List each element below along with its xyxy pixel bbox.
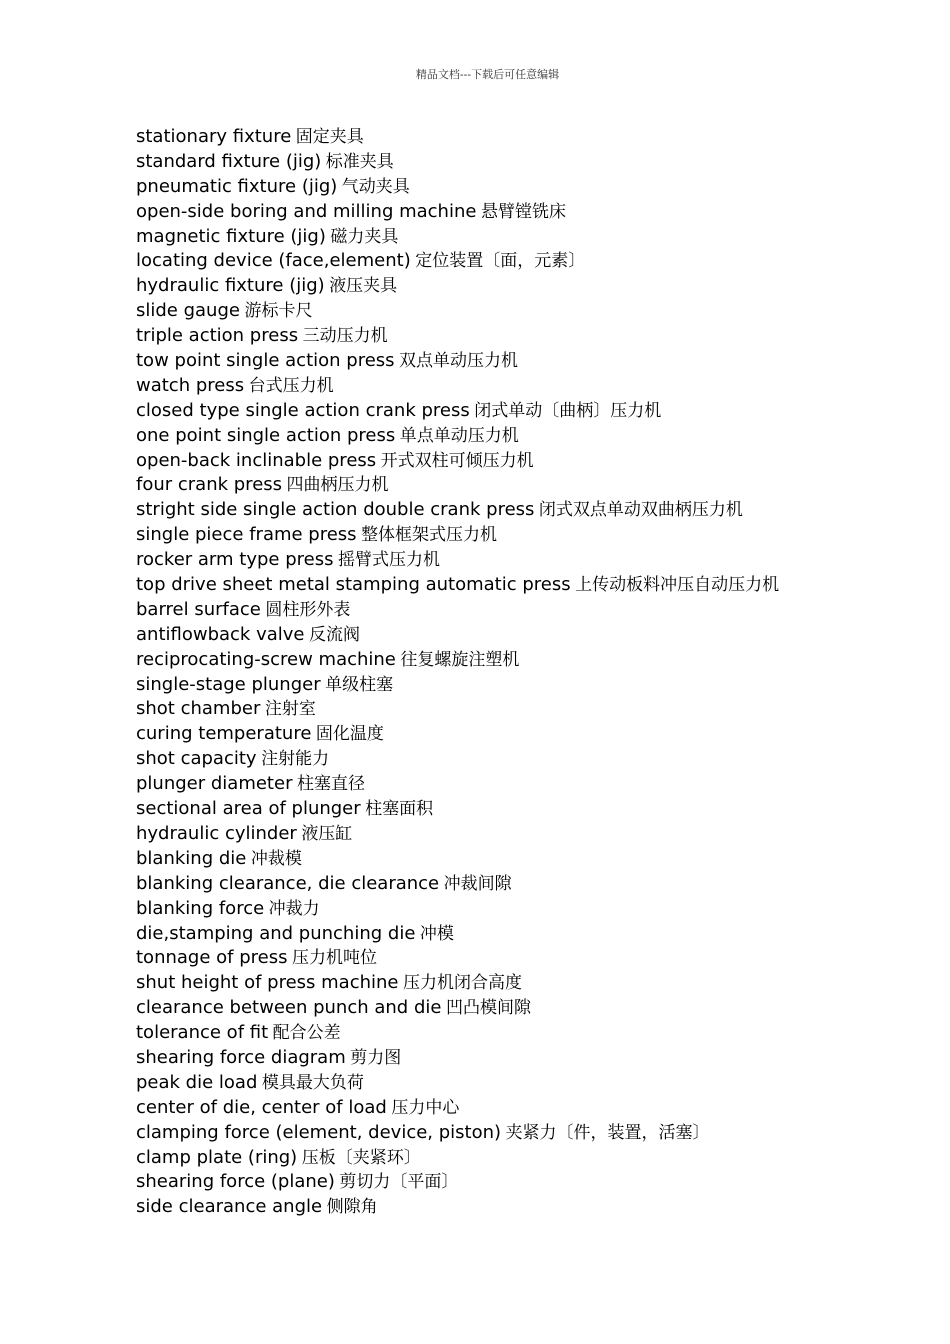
glossary-entry bbox=[136, 921, 930, 946]
glossary-entry bbox=[136, 1070, 930, 1095]
glossary-entry bbox=[136, 423, 930, 448]
term-chinese: 压板〔夹紧环〕 bbox=[301, 1147, 421, 1168]
term-chinese: 游标卡尺 bbox=[244, 301, 313, 322]
glossary-entry bbox=[136, 672, 930, 697]
glossary-entry bbox=[136, 746, 930, 771]
term-chinese: 模具最大负荷 bbox=[261, 1072, 364, 1093]
glossary-entry bbox=[136, 348, 930, 373]
glossary-entry bbox=[136, 323, 930, 348]
term-chinese: 注射能力 bbox=[261, 749, 330, 770]
term-english: side clearance angle bbox=[136, 1196, 323, 1218]
term-english: plunger diameter bbox=[136, 773, 293, 795]
term-chinese: 四曲柄压力机 bbox=[286, 475, 389, 496]
term-chinese: 冲裁力 bbox=[268, 898, 320, 919]
term-chinese: 气动夹具 bbox=[341, 176, 410, 197]
glossary-entry bbox=[136, 970, 930, 995]
term-chinese: 闭式双点单动双曲柄压力机 bbox=[538, 500, 743, 521]
term-chinese: 上传动板料冲压自动压力机 bbox=[575, 575, 780, 596]
glossary-entry bbox=[136, 721, 930, 746]
term-chinese: 单点单动压力机 bbox=[399, 425, 519, 446]
glossary-entry bbox=[136, 1045, 930, 1070]
term-english: single piece frame press bbox=[136, 524, 357, 546]
term-english: four crank press bbox=[136, 474, 283, 496]
term-chinese: 固化温度 bbox=[315, 724, 384, 745]
term-english: peak die load bbox=[136, 1071, 258, 1093]
glossary-entry bbox=[136, 1145, 930, 1170]
glossary-entry bbox=[136, 224, 930, 249]
term-english: closed type single action crank press bbox=[136, 399, 470, 421]
glossary-entry bbox=[136, 771, 930, 796]
glossary-entry bbox=[136, 796, 930, 821]
glossary-entry bbox=[136, 398, 930, 423]
term-english: reciprocating-screw machine bbox=[136, 648, 396, 670]
term-english: pneumatic fixture (jig) bbox=[136, 175, 338, 197]
term-chinese: 开式双柱可倾压力机 bbox=[380, 450, 534, 471]
term-english: blanking force bbox=[136, 897, 265, 919]
glossary-entry bbox=[136, 547, 930, 572]
term-english: shot chamber bbox=[136, 698, 261, 720]
term-chinese: 台式压力机 bbox=[248, 375, 334, 396]
term-chinese: 往复螺旋注塑机 bbox=[400, 649, 520, 670]
glossary-entry bbox=[136, 945, 930, 970]
term-chinese: 压力机闭合高度 bbox=[402, 973, 522, 994]
term-english: die,stamping and punching die bbox=[136, 922, 416, 944]
term-english: slide gauge bbox=[136, 300, 240, 322]
glossary-entry bbox=[136, 298, 930, 323]
glossary-entry bbox=[136, 696, 930, 721]
term-chinese: 闭式单动〔曲柄〕压力机 bbox=[474, 400, 662, 421]
term-chinese: 圆柱形外表 bbox=[265, 599, 351, 620]
term-chinese: 柱塞直径 bbox=[296, 774, 365, 795]
term-english: shot capacity bbox=[136, 748, 257, 770]
term-english: sectional area of plunger bbox=[136, 798, 361, 820]
term-chinese: 液压夹具 bbox=[329, 276, 398, 297]
page-header: 精品文档---下载后可任意编辑 bbox=[415, 68, 560, 81]
term-chinese: 凹凸模间隙 bbox=[445, 998, 531, 1019]
term-english: tolerance of fit bbox=[136, 1022, 269, 1044]
term-chinese: 注射室 bbox=[264, 699, 316, 720]
glossary-entry bbox=[136, 522, 930, 547]
term-english: hydraulic fixture (jig) bbox=[136, 275, 325, 297]
term-english: hydraulic cylinder bbox=[136, 822, 297, 844]
term-english: rocker arm type press bbox=[136, 549, 334, 571]
term-chinese: 单级柱塞 bbox=[325, 674, 394, 695]
term-chinese: 配合公差 bbox=[272, 1023, 341, 1044]
term-english: standard fixture (jig) bbox=[136, 150, 322, 172]
term-chinese: 剪力图 bbox=[350, 1047, 402, 1068]
term-chinese: 夹紧力〔件，装置，活塞〕 bbox=[505, 1122, 710, 1143]
term-chinese: 定位装置〔面，元素〕 bbox=[415, 251, 586, 272]
term-english: one point single action press bbox=[136, 424, 396, 446]
glossary-entry bbox=[136, 572, 930, 597]
glossary-entry bbox=[136, 1194, 930, 1219]
term-english: top drive sheet metal stamping automatic press bbox=[136, 574, 571, 596]
term-english: tonnage of press bbox=[136, 947, 288, 969]
glossary-entry bbox=[136, 1020, 930, 1045]
term-english: tow point single action press bbox=[136, 350, 395, 372]
term-chinese: 压力中心 bbox=[391, 1097, 460, 1118]
term-chinese: 整体框架式压力机 bbox=[361, 525, 498, 546]
term-english: clearance between punch and die bbox=[136, 997, 442, 1019]
glossary-entry bbox=[136, 622, 930, 647]
glossary-entry bbox=[136, 821, 930, 846]
term-english: shearing force (plane) bbox=[136, 1171, 335, 1193]
glossary-entry bbox=[136, 273, 930, 298]
glossary-entry bbox=[136, 248, 930, 273]
term-english: stright side single action double crank press bbox=[136, 499, 535, 521]
glossary-entry bbox=[136, 846, 930, 871]
glossary-entry bbox=[136, 647, 930, 672]
term-chinese: 双点单动压力机 bbox=[399, 351, 519, 372]
glossary-list bbox=[136, 124, 930, 1219]
glossary-entry bbox=[136, 149, 930, 174]
term-english: curing temperature bbox=[136, 723, 312, 745]
term-chinese: 标准夹具 bbox=[325, 151, 394, 172]
term-chinese: 柱塞面积 bbox=[365, 799, 434, 820]
term-chinese: 侧隙角 bbox=[326, 1197, 378, 1218]
term-english: center of die, center of load bbox=[136, 1096, 387, 1118]
term-english: triple action press bbox=[136, 325, 299, 347]
term-english: single-stage plunger bbox=[136, 673, 321, 695]
term-chinese: 悬臂镗铣床 bbox=[480, 201, 566, 222]
term-chinese: 磁力夹具 bbox=[330, 226, 399, 247]
glossary-entry bbox=[136, 124, 930, 149]
term-chinese: 三动压力机 bbox=[302, 326, 388, 347]
term-chinese: 冲裁间隙 bbox=[443, 873, 512, 894]
glossary-entry bbox=[136, 497, 930, 522]
term-english: locating device (face,element) bbox=[136, 250, 411, 272]
glossary-entry bbox=[136, 174, 930, 199]
term-english: shut height of press machine bbox=[136, 972, 399, 994]
glossary-entry bbox=[136, 199, 930, 224]
term-english: barrel surface bbox=[136, 598, 261, 620]
glossary-entry bbox=[136, 1120, 930, 1145]
term-chinese: 冲裁模 bbox=[250, 848, 302, 869]
term-english: blanking clearance, die clearance bbox=[136, 872, 440, 894]
glossary-entry bbox=[136, 896, 930, 921]
glossary-entry bbox=[136, 472, 930, 497]
term-chinese: 摇臂式压力机 bbox=[337, 550, 440, 571]
term-chinese: 反流阀 bbox=[308, 624, 360, 645]
term-english: watch press bbox=[136, 374, 245, 396]
term-english: open-back inclinable press bbox=[136, 449, 377, 471]
term-english: open-side boring and milling machine bbox=[136, 200, 477, 222]
glossary-entry bbox=[136, 373, 930, 398]
term-chinese: 液压缸 bbox=[301, 823, 353, 844]
glossary-entry bbox=[136, 1169, 930, 1194]
glossary-entry bbox=[136, 995, 930, 1020]
term-chinese: 冲模 bbox=[419, 923, 454, 944]
term-english: shearing force diagram bbox=[136, 1046, 346, 1068]
glossary-entry bbox=[136, 597, 930, 622]
term-chinese: 剪切力〔平面〕 bbox=[339, 1172, 459, 1193]
term-english: antiflowback valve bbox=[136, 623, 305, 645]
term-english: magnetic fixture (jig) bbox=[136, 225, 326, 247]
glossary-entry bbox=[136, 871, 930, 896]
term-chinese: 固定夹具 bbox=[295, 127, 364, 147]
glossary-entry bbox=[136, 448, 930, 473]
term-chinese: 压力机吨位 bbox=[291, 948, 377, 969]
term-english: blanking die bbox=[136, 847, 247, 869]
term-english: clamp plate (ring) bbox=[136, 1146, 298, 1168]
term-english: stationary fixture bbox=[136, 126, 292, 147]
term-english: clamping force (element, device, piston) bbox=[136, 1121, 502, 1143]
glossary-entry bbox=[136, 1095, 930, 1120]
